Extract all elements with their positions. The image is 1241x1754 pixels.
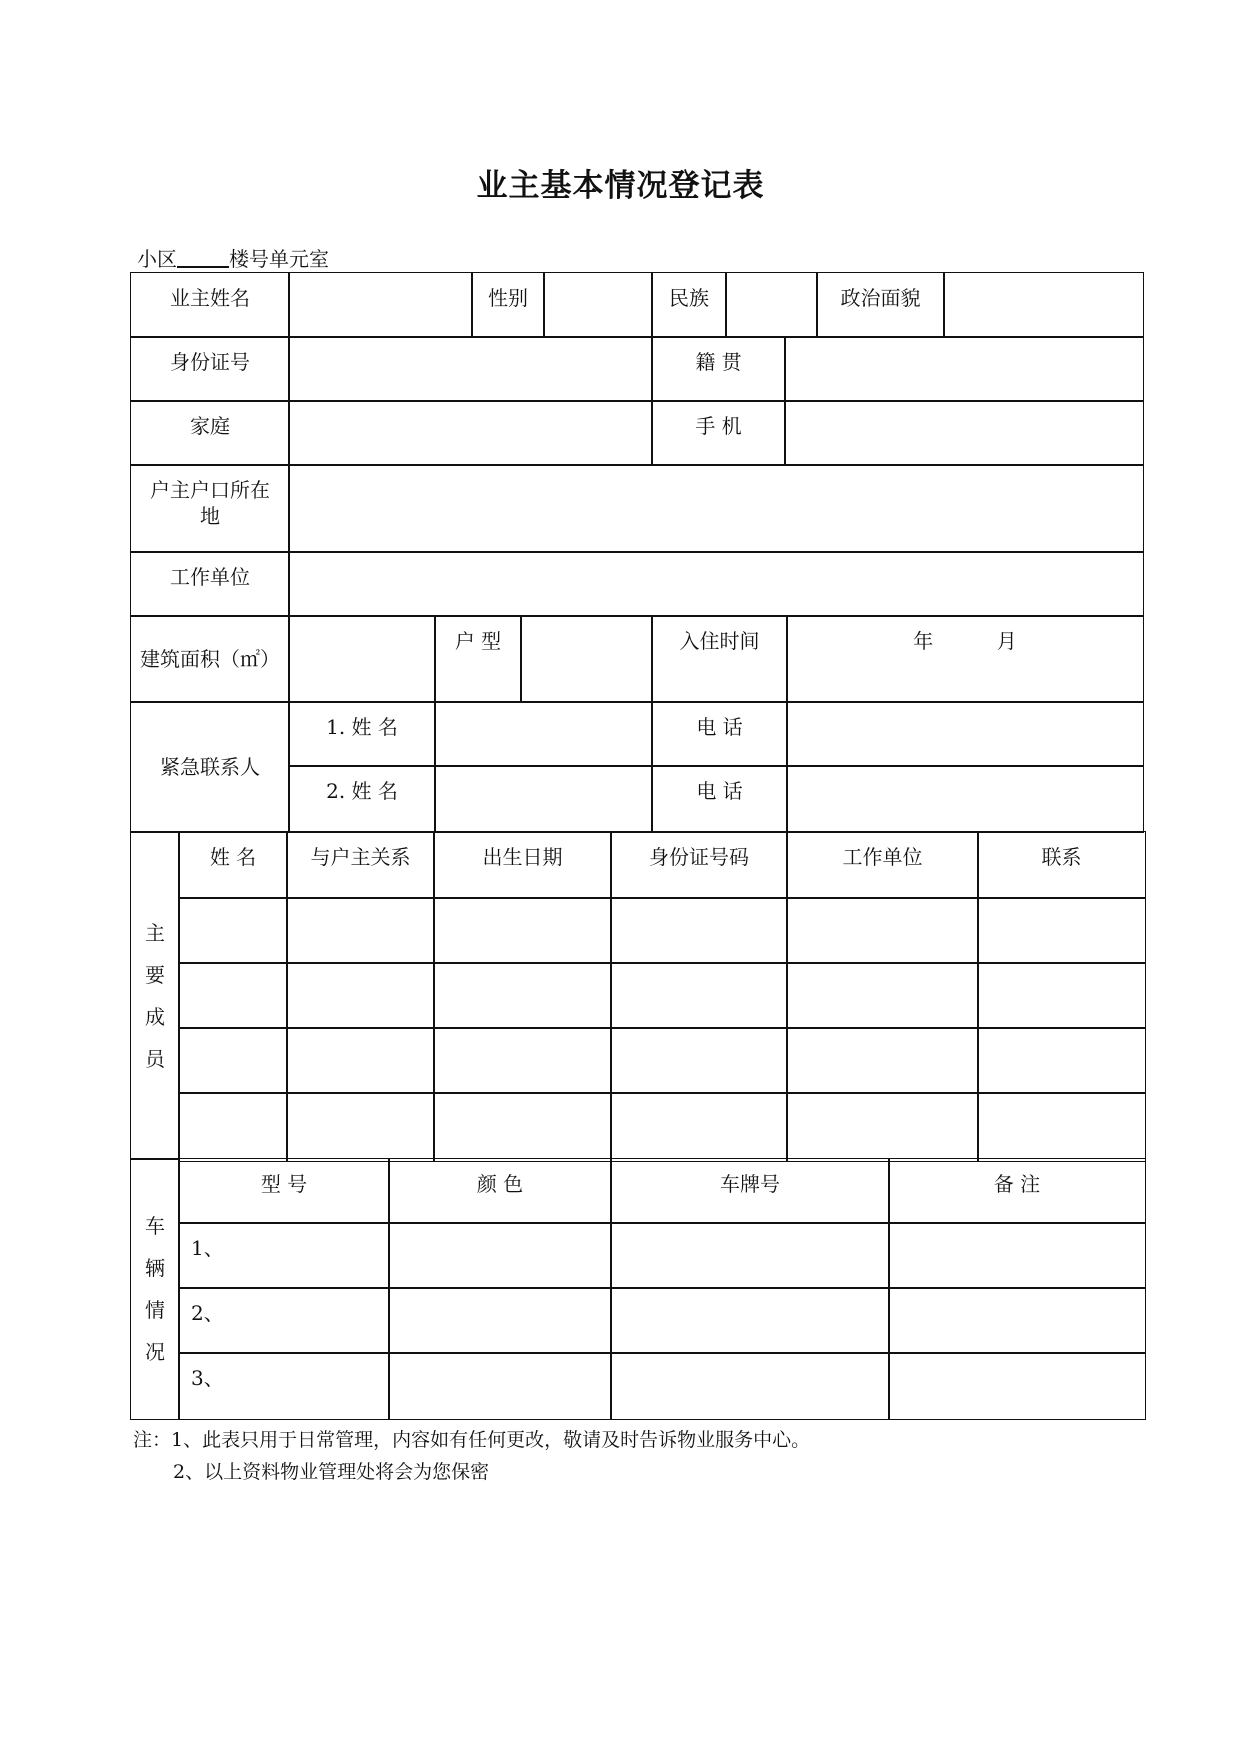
member-contact-field[interactable]: [977, 962, 1146, 1029]
id-number-label: 身份证号: [130, 336, 290, 402]
floor-area-label: 建筑面积（㎡）: [130, 615, 290, 703]
members-header-member-birthdate: 出生日期: [433, 831, 612, 899]
member-relation-field[interactable]: [286, 1092, 435, 1162]
vehicle-plate-field[interactable]: [610, 1222, 890, 1289]
member-relation-field[interactable]: [286, 962, 435, 1029]
vehicle-row-number: 1、: [191, 1236, 224, 1260]
vehicle-color-field[interactable]: [388, 1287, 612, 1354]
member-name-field[interactable]: [178, 897, 288, 964]
political-status-label: 政治面貌: [816, 272, 945, 338]
move-in-time-field[interactable]: 年 月: [786, 615, 1144, 703]
ethnicity-label: 民族: [651, 272, 727, 338]
contact1-name-field[interactable]: [434, 701, 653, 767]
vehicles-header-vehicle-remarks: 备 注: [888, 1158, 1146, 1224]
vehicle-remarks-field[interactable]: [888, 1287, 1146, 1354]
vehicles-header-vehicle-model: 型 号: [178, 1158, 390, 1224]
member-name-field[interactable]: [178, 1092, 288, 1162]
note-line-1: 注：1、此表只用于日常管理，内容如有任何更改，敬请及时告诉物业服务中心。: [133, 1429, 811, 1451]
employer-label: 工作单位: [130, 551, 290, 617]
hukou-location-label: 户主户口所在地: [130, 464, 290, 553]
move-in-time-label: 入住时间: [651, 615, 788, 703]
member-name-field[interactable]: [178, 962, 288, 1029]
vehicle-row-number: 3、: [191, 1366, 224, 1390]
mobile-field[interactable]: [784, 400, 1144, 466]
contact2-phone-field[interactable]: [786, 765, 1144, 833]
member-name-field[interactable]: [178, 1027, 288, 1094]
vehicle-model-field[interactable]: [178, 1287, 390, 1354]
members-header-member-contact: 联系: [977, 831, 1146, 899]
vehicle-row-number: 2、: [191, 1301, 224, 1325]
member-contact-field[interactable]: [977, 1092, 1146, 1162]
vehicle-plate-field[interactable]: [610, 1287, 890, 1354]
vehicles-header-vehicle-color: 颜 色: [388, 1158, 612, 1224]
mobile-label: 手 机: [651, 400, 786, 466]
contact2-phone-label: 电 话: [651, 765, 788, 833]
member-birthdate-field[interactable]: [433, 897, 612, 964]
gender-field[interactable]: [543, 272, 653, 338]
vehicle-plate-field[interactable]: [610, 1352, 890, 1420]
floor-area-field[interactable]: [288, 615, 436, 703]
vehicle-remarks-field[interactable]: [888, 1222, 1146, 1289]
member-employer-field[interactable]: [786, 1027, 979, 1094]
member-id-number-field[interactable]: [610, 962, 788, 1029]
contact1-phone-label: 电 话: [651, 701, 788, 767]
member-contact-field[interactable]: [977, 897, 1146, 964]
emergency-contact-label: 紧急联系人: [130, 701, 290, 833]
member-employer-field[interactable]: [786, 897, 979, 964]
employer-field[interactable]: [288, 551, 1144, 617]
vehicle-color-field[interactable]: [388, 1222, 612, 1289]
members-header-member-employer: 工作单位: [786, 831, 979, 899]
community-label: 小区: [137, 247, 177, 271]
contact1-name-label: 1. 姓 名: [288, 701, 436, 767]
members-header-member-name: 姓 名: [178, 831, 288, 899]
member-relation-field[interactable]: [286, 897, 435, 964]
member-relation-field[interactable]: [286, 1027, 435, 1094]
member-employer-field[interactable]: [786, 1092, 979, 1162]
unit-type-label: 户 型: [434, 615, 522, 703]
vehicles-side-label: 车辆情况: [130, 1158, 180, 1420]
member-birthdate-field[interactable]: [433, 1092, 612, 1162]
member-contact-field[interactable]: [977, 1027, 1146, 1094]
vehicle-model-field[interactable]: [178, 1222, 390, 1289]
home-phone-field[interactable]: [288, 400, 653, 466]
members-header-member-relation: 与户主关系: [286, 831, 435, 899]
member-id-number-field[interactable]: [610, 1092, 788, 1162]
owner-name-label: 业主姓名: [130, 272, 290, 338]
native-place-label: 籍 贯: [651, 336, 786, 402]
vehicle-model-field[interactable]: [178, 1352, 390, 1420]
page-title: 业主基本情况登记表: [476, 168, 765, 204]
vehicles-header-vehicle-plate: 车牌号: [610, 1158, 890, 1224]
hukou-location-field[interactable]: [288, 464, 1144, 553]
members-header-member-id-number: 身份证号码: [610, 831, 788, 899]
member-birthdate-field[interactable]: [433, 1027, 612, 1094]
political-status-field[interactable]: [943, 272, 1144, 338]
ethnicity-field[interactable]: [725, 272, 818, 338]
id-number-field[interactable]: [288, 336, 653, 402]
contact2-name-field[interactable]: [434, 765, 653, 833]
vehicle-remarks-field[interactable]: [888, 1352, 1146, 1420]
member-id-number-field[interactable]: [610, 1027, 788, 1094]
contact1-phone-field[interactable]: [786, 701, 1144, 767]
member-employer-field[interactable]: [786, 962, 979, 1029]
member-birthdate-field[interactable]: [433, 962, 612, 1029]
vehicle-color-field[interactable]: [388, 1352, 612, 1420]
unit-type-field[interactable]: [520, 615, 653, 703]
owner-name-field[interactable]: [288, 272, 473, 338]
member-id-number-field[interactable]: [610, 897, 788, 964]
native-place-field[interactable]: [784, 336, 1144, 402]
note-line-2: 2、以上资料物业管理处将会为您保密: [173, 1461, 490, 1483]
gender-label: 性别: [471, 272, 545, 338]
contact2-name-label: 2. 姓 名: [288, 765, 436, 833]
members-side-label: 主要成员: [130, 831, 180, 1160]
home-phone-label: 家庭: [130, 400, 290, 466]
building-unit-label: 楼号单元室: [229, 247, 329, 271]
